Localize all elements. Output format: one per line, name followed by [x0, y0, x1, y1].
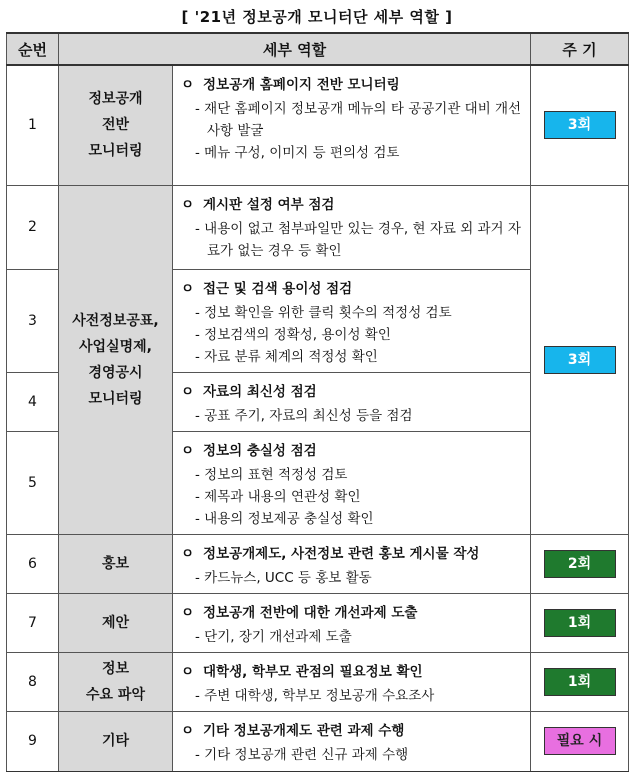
cycle-cell: [531, 185, 629, 534]
main-item: ㅇ 게시판 설정 여부 점검: [181, 196, 335, 213]
header-role: 세부 역할: [59, 33, 531, 65]
sub-item: - 기타 정보공개 관련 신규 과제 수행: [195, 746, 409, 763]
cycle-cell: [531, 65, 629, 185]
detail-cell: [173, 593, 531, 652]
row-number: 1: [7, 65, 59, 185]
cycle-cell: [531, 711, 629, 771]
row-number: 4: [7, 372, 59, 431]
sub-item: - 메뉴 구성, 이미지 등 편의성 검토: [195, 145, 400, 161]
area-cell: 정보공개 전반 모니터링: [59, 65, 173, 185]
table-row: [7, 65, 629, 185]
sub-item: - 내용의 정보제공 충실성 확인: [195, 510, 374, 527]
page-title: [ '21년 정보공개 모니터단 세부 역할 ]: [181, 8, 453, 26]
detail-cell: [173, 65, 531, 185]
row-number: 7: [7, 593, 59, 652]
detail-cell: [173, 269, 531, 372]
role-table: [6, 32, 629, 772]
main-item: ㅇ 대학생, 학부모 관점의 필요정보 확인: [181, 663, 423, 680]
area-cell: 홍보: [59, 534, 173, 593]
cycle-cell: [531, 593, 629, 652]
sub-item: - 제목과 내용의 연관성 확인: [195, 488, 361, 505]
row-number: 6: [7, 534, 59, 593]
main-item: ㅇ 정보공개제도, 사전정보 관련 홍보 게시물 작성: [181, 545, 480, 562]
cycle-badge: 3회: [544, 111, 616, 139]
sub-item: - 정보검색의 정확성, 용이성 확인: [195, 326, 391, 343]
sub-item: - 주변 대학생, 학부모 정보공개 수요조사: [195, 687, 435, 704]
sub-item: - 재단 홈페이지 정보공개 메뉴의 타 공공기관 대비 개선사항 발굴: [195, 101, 522, 139]
sub-item: - 카드뉴스, UCC 등 홍보 활동: [195, 569, 372, 586]
area-cell: 사전정보공표, 사업실명제, 경영공시 모니터링: [59, 185, 173, 534]
row-number: 5: [7, 431, 59, 534]
table-row: [7, 652, 629, 711]
main-item: ㅇ 접근 및 검색 용이성 점검: [181, 280, 353, 297]
main-item: ㅇ 정보공개 전반에 대한 개선과제 도출: [181, 604, 418, 621]
row-number: 2: [7, 185, 59, 269]
sub-item: - 정보 확인을 위한 클릭 횟수의 적정성 검토: [195, 304, 452, 321]
sub-item: - 단기, 장기 개선과제 도출: [195, 628, 352, 645]
row-number: 9: [7, 711, 59, 771]
area-cell: 기타: [59, 711, 173, 771]
detail-cell: [173, 431, 531, 534]
detail-cell: [173, 534, 531, 593]
detail-cell: [173, 185, 531, 269]
main-item: ㅇ 기타 정보공개제도 관련 과제 수행: [181, 722, 405, 739]
main-item: ㅇ 정보공개 홈페이지 전반 모니터링: [181, 77, 400, 93]
cycle-badge: 1회: [544, 609, 616, 637]
sub-item: - 공표 주기, 자료의 최신성 등을 점검: [195, 407, 413, 424]
cycle-badge: 3회: [544, 346, 616, 374]
sub-item: - 정보의 표현 적정성 검토: [195, 466, 348, 483]
sub-item: - 자료 분류 체계의 적정성 확인: [195, 348, 378, 365]
header-row: [7, 33, 629, 65]
area-cell: 정보 수요 파악: [59, 652, 173, 711]
detail-cell: [173, 372, 531, 431]
table-row: [7, 185, 629, 269]
cycle-cell: [531, 534, 629, 593]
main-item: ㅇ 자료의 최신성 점검: [181, 383, 317, 400]
header-no: 순번: [7, 33, 59, 65]
main-item: ㅇ 정보의 충실성 점검: [181, 442, 317, 459]
detail-cell: [173, 652, 531, 711]
area-cell: 제안: [59, 593, 173, 652]
cycle-cell: [531, 652, 629, 711]
table-row: [7, 711, 629, 771]
sub-item: - 내용이 없고 첨부파일만 있는 경우, 현 자료 외 과거 자료가 없는 경우 등 확인: [195, 220, 521, 259]
table-row: [7, 593, 629, 652]
cycle-badge: 2회: [544, 550, 616, 578]
row-number: 8: [7, 652, 59, 711]
detail-cell: [173, 711, 531, 771]
table-row: [7, 534, 629, 593]
row-number: 3: [7, 269, 59, 372]
header-cycle: 주 기: [531, 33, 629, 65]
cycle-badge: 1회: [544, 668, 616, 696]
cycle-badge: 필요 시: [544, 727, 616, 755]
